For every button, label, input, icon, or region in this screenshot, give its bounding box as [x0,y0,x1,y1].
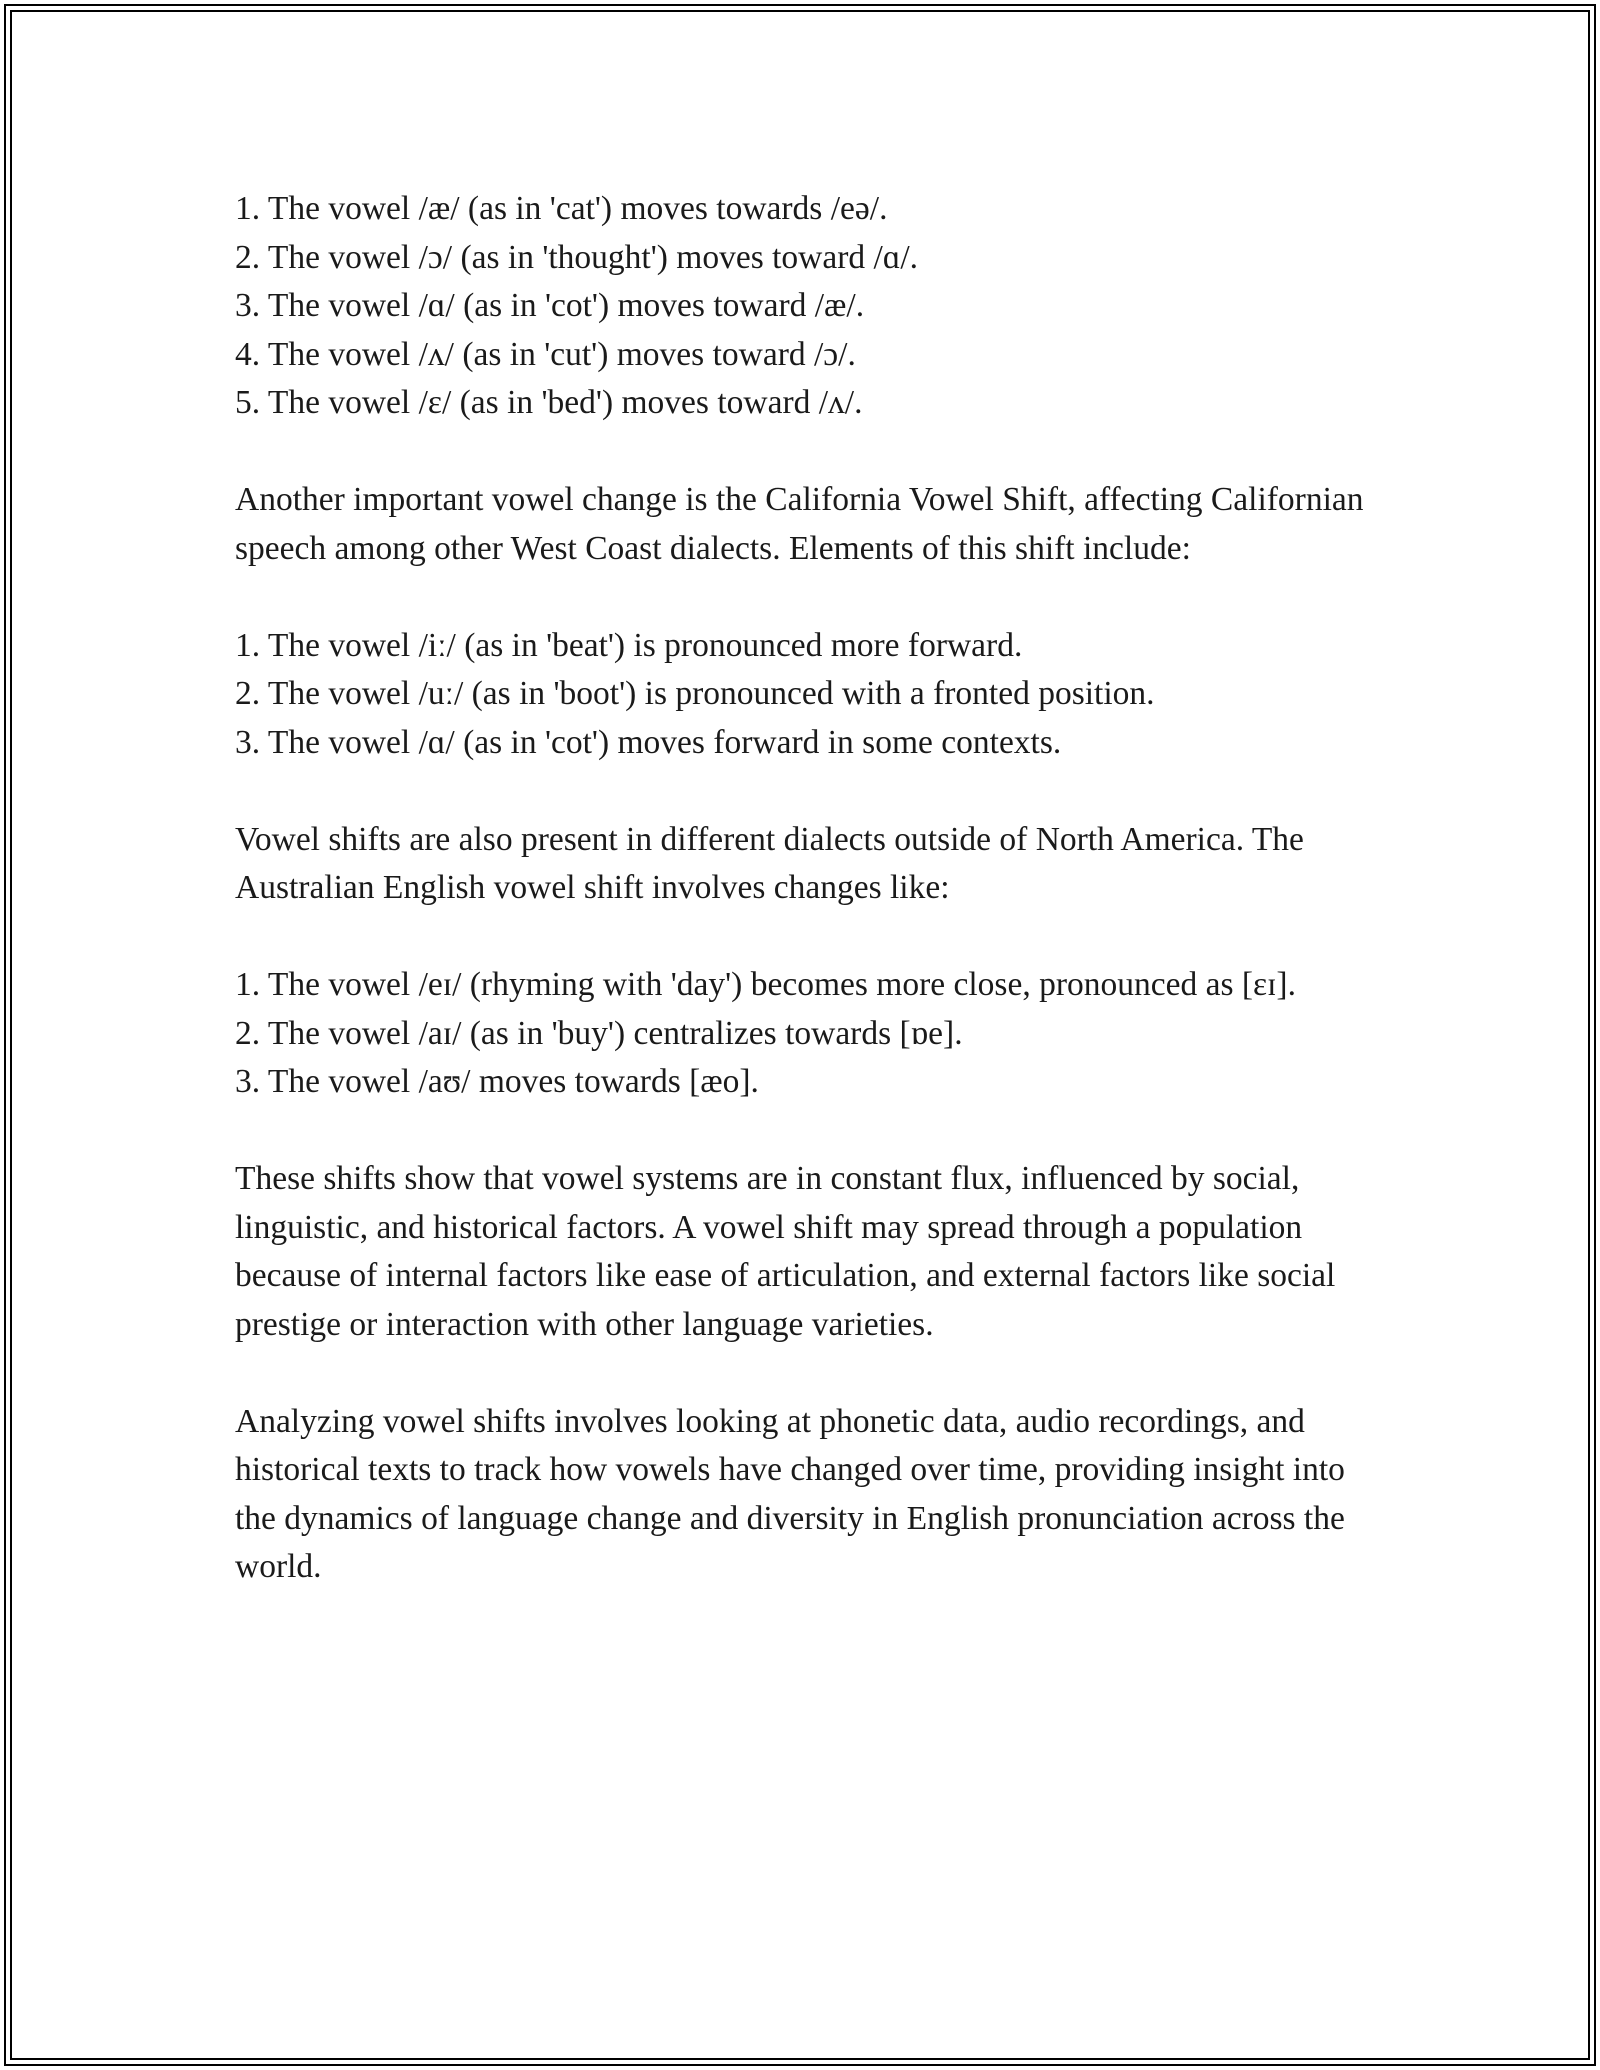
paragraph-australian-shift: Vowel shifts are also present in different dialects outside of North America. The Australian English vowel shift involves changes like: [235,820,1304,906]
list-item: 5. The vowel /ɛ/ (as in 'bed') moves toward /ʌ/. [235,384,863,421]
list-item: 4. The vowel /ʌ/ (as in 'cut') moves toward /ɔ/. [235,335,856,373]
list-item: 3. The vowel /ɑ/ (as in 'cot') moves toward /æ/. [235,287,865,324]
paragraph-constant-flux: These shifts show that vowel systems are in constant flux, influenced by social, linguistic, and historical factors. A vowel shift may spread through a population because of internal factors like ease of articulation, and external factors like social prestige or interaction with other language varieties. [235,1160,1336,1343]
list-item: 2. The vowel /aɪ/ (as in 'buy') centralizes towards [ɒe]. [235,1014,963,1052]
list-item: 3. The vowel /ɑ/ (as in 'cot') moves forward in some contexts. [235,723,1062,761]
north-american-shift-list [235,185,1365,428]
california-shift-list [235,622,1365,768]
list-item: 1. The vowel /iː/ (as in 'beat') is pronounced more forward. [235,626,1023,664]
document-body [235,185,1365,1640]
australian-shift-list [235,961,1365,1107]
list-item: 3. The vowel /aʊ/ moves towards [æo]. [235,1063,759,1100]
list-item: 2. The vowel /ɔ/ (as in 'thought') moves toward /ɑ/. [235,238,919,276]
list-item: 1. The vowel /æ/ (as in 'cat') moves towards /eə/. [235,190,888,227]
paragraph-california-shift: Another important vowel change is the California Vowel Shift, affecting Californian speech among other West Coast dialects. Elements of this shift include: [235,481,1364,567]
paragraph-analysis: Analyzing vowel shifts involves looking at phonetic data, audio recordings, and historical texts to track how vowels have changed over time, providing insight into the dynamics of language change and diversity in English pronunciation across the world. [235,1402,1345,1585]
list-item: 2. The vowel /uː/ (as in 'boot') is pronounced with a fronted position. [235,675,1155,712]
list-item: 1. The vowel /eɪ/ (rhyming with 'day') becomes more close, pronounced as [ɛɪ]. [235,966,1296,1003]
